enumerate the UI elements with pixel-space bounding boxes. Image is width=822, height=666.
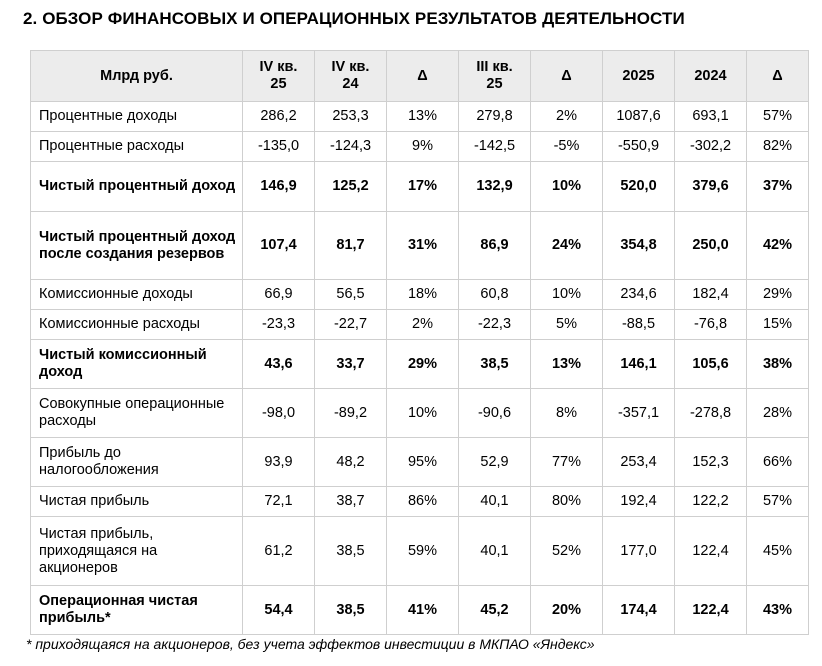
table-row: [31, 280, 809, 310]
column-header-line: 25: [270, 76, 287, 92]
table-cell: 152,3: [675, 438, 747, 487]
column-header-line: IV кв.: [331, 59, 370, 75]
table-cell: 13%: [387, 102, 459, 132]
table-cell: 2%: [387, 310, 459, 340]
table-cell: 45%: [747, 517, 809, 586]
table-row: [31, 438, 809, 487]
table-row: [31, 340, 809, 389]
table-row: [31, 586, 809, 635]
column-header-line: Млрд руб.: [100, 67, 173, 84]
row-label: Комиссионные расходы: [31, 310, 243, 340]
row-label: Чистая прибыль, приходящаяся на акционеров: [31, 517, 243, 586]
table-row: [31, 517, 809, 586]
table-cell: -278,8: [675, 389, 747, 438]
table-cell: 33,7: [315, 340, 387, 389]
table-cell: 520,0: [603, 162, 675, 212]
table-cell: 286,2: [243, 102, 315, 132]
column-header: [31, 51, 243, 102]
table-row: [31, 487, 809, 517]
table-cell: -23,3: [243, 310, 315, 340]
row-label: Процентные доходы: [31, 102, 243, 132]
table-cell: 82%: [747, 132, 809, 162]
table-row: [31, 212, 809, 280]
table-cell: 15%: [747, 310, 809, 340]
table-cell: -76,8: [675, 310, 747, 340]
table-cell: 10%: [531, 162, 603, 212]
table-cell: 38,7: [315, 487, 387, 517]
table-cell: 279,8: [459, 102, 531, 132]
table-cell: 146,1: [603, 340, 675, 389]
table-cell: 42%: [747, 212, 809, 280]
table-cell: 122,4: [675, 586, 747, 635]
financial-results-table: [30, 50, 809, 635]
header-row: [31, 51, 809, 102]
table-cell: 31%: [387, 212, 459, 280]
row-label: Чистый процентный доход: [31, 162, 243, 212]
row-label: Чистый процентный доход после создания резервов: [31, 212, 243, 280]
table-cell: 13%: [531, 340, 603, 389]
column-header-line: 24: [342, 76, 359, 92]
table-cell: 20%: [531, 586, 603, 635]
table-cell: -88,5: [603, 310, 675, 340]
table-cell: 38%: [747, 340, 809, 389]
table-cell: 192,4: [603, 487, 675, 517]
table-cell: 66,9: [243, 280, 315, 310]
table-cell: 54,4: [243, 586, 315, 635]
table-cell: 105,6: [675, 340, 747, 389]
table-cell: -22,3: [459, 310, 531, 340]
table-cell: 5%: [531, 310, 603, 340]
table-cell: 132,9: [459, 162, 531, 212]
table-cell: 38,5: [459, 340, 531, 389]
table-cell: -357,1: [603, 389, 675, 438]
table-cell: 77%: [531, 438, 603, 487]
table-cell: 52%: [531, 517, 603, 586]
table-cell: 86,9: [459, 212, 531, 280]
table-cell: 80%: [531, 487, 603, 517]
column-header: [387, 51, 459, 102]
row-label: Операционная чистая прибыль*: [31, 586, 243, 635]
column-header-line: III кв.: [476, 59, 513, 75]
table-cell: 61,2: [243, 517, 315, 586]
table-cell: 57%: [747, 487, 809, 517]
column-header: [603, 51, 675, 102]
row-label: Комиссионные доходы: [31, 280, 243, 310]
row-label: Совокупные операционные расходы: [31, 389, 243, 438]
table-cell: 122,4: [675, 517, 747, 586]
column-header: [315, 51, 387, 102]
column-header: [243, 51, 315, 102]
table-cell: 8%: [531, 389, 603, 438]
column-header: [531, 51, 603, 102]
table-cell: 40,1: [459, 487, 531, 517]
table-cell: 174,4: [603, 586, 675, 635]
table-cell: 40,1: [459, 517, 531, 586]
table-cell: 43%: [747, 586, 809, 635]
table-cell: -550,9: [603, 132, 675, 162]
column-header: [459, 51, 531, 102]
table-cell: -22,7: [315, 310, 387, 340]
table-cell: 60,8: [459, 280, 531, 310]
row-label: Чистая прибыль: [31, 487, 243, 517]
table-body: [31, 102, 809, 635]
table-cell: -98,0: [243, 389, 315, 438]
table-cell: 253,3: [315, 102, 387, 132]
table-header: [31, 51, 809, 102]
table-cell: 38,5: [315, 517, 387, 586]
row-label: Процентные расходы: [31, 132, 243, 162]
section-title: 2. ОБЗОР ФИНАНСОВЫХ И ОПЕРАЦИОННЫХ РЕЗУЛЬТАТОВ ДЕЯТЕЛЬНОСТИ: [23, 9, 685, 28]
table-row: [31, 102, 809, 132]
table-row: [31, 389, 809, 438]
table-cell: 43,6: [243, 340, 315, 389]
table-cell: 693,1: [675, 102, 747, 132]
column-header-line: Δ: [772, 67, 783, 84]
table-cell: -5%: [531, 132, 603, 162]
table-cell: 48,2: [315, 438, 387, 487]
column-header: [675, 51, 747, 102]
table-cell: 38,5: [315, 586, 387, 635]
table-cell: 250,0: [675, 212, 747, 280]
table-cell: 29%: [387, 340, 459, 389]
table-cell: 56,5: [315, 280, 387, 310]
table-cell: 107,4: [243, 212, 315, 280]
table-cell: -90,6: [459, 389, 531, 438]
table-cell: -302,2: [675, 132, 747, 162]
table-cell: 41%: [387, 586, 459, 635]
table-cell: 146,9: [243, 162, 315, 212]
row-label: Чистый комиссионный доход: [31, 340, 243, 389]
table-cell: 93,9: [243, 438, 315, 487]
table-cell: 17%: [387, 162, 459, 212]
table-cell: 1087,6: [603, 102, 675, 132]
table-cell: 253,4: [603, 438, 675, 487]
table-row: [31, 162, 809, 212]
table-row: [31, 132, 809, 162]
table-cell: 72,1: [243, 487, 315, 517]
table-cell: 18%: [387, 280, 459, 310]
table-cell: 57%: [747, 102, 809, 132]
table-cell: 379,6: [675, 162, 747, 212]
table-cell: 125,2: [315, 162, 387, 212]
column-header-line: IV кв.: [259, 59, 298, 75]
table-cell: -135,0: [243, 132, 315, 162]
table-row: [31, 310, 809, 340]
table-cell: 45,2: [459, 586, 531, 635]
table-cell: 122,2: [675, 487, 747, 517]
table-cell: 95%: [387, 438, 459, 487]
table-cell: 234,6: [603, 280, 675, 310]
table-cell: -89,2: [315, 389, 387, 438]
table-cell: 177,0: [603, 517, 675, 586]
table-cell: 81,7: [315, 212, 387, 280]
table-cell: 66%: [747, 438, 809, 487]
table-cell: 2%: [531, 102, 603, 132]
table-cell: 24%: [531, 212, 603, 280]
table-cell: 59%: [387, 517, 459, 586]
table-cell: 182,4: [675, 280, 747, 310]
table-cell: 28%: [747, 389, 809, 438]
column-header-line: 25: [486, 76, 503, 92]
table-cell: 10%: [387, 389, 459, 438]
table-cell: -124,3: [315, 132, 387, 162]
row-label: Прибыль до налогообложения: [31, 438, 243, 487]
column-header: [747, 51, 809, 102]
table-cell: -142,5: [459, 132, 531, 162]
column-header-line: 2024: [694, 67, 727, 84]
table-cell: 86%: [387, 487, 459, 517]
table-cell: 354,8: [603, 212, 675, 280]
table-cell: 29%: [747, 280, 809, 310]
table-cell: 10%: [531, 280, 603, 310]
footnote: * приходящаяся на акционеров, без учета эффектов инвестиции в МКПАО «Яндекс»: [26, 636, 595, 652]
table-cell: 9%: [387, 132, 459, 162]
column-header-line: 2025: [622, 67, 655, 84]
table-cell: 52,9: [459, 438, 531, 487]
table-cell: 37%: [747, 162, 809, 212]
column-header-line: Δ: [417, 67, 428, 84]
column-header-line: Δ: [561, 67, 572, 84]
